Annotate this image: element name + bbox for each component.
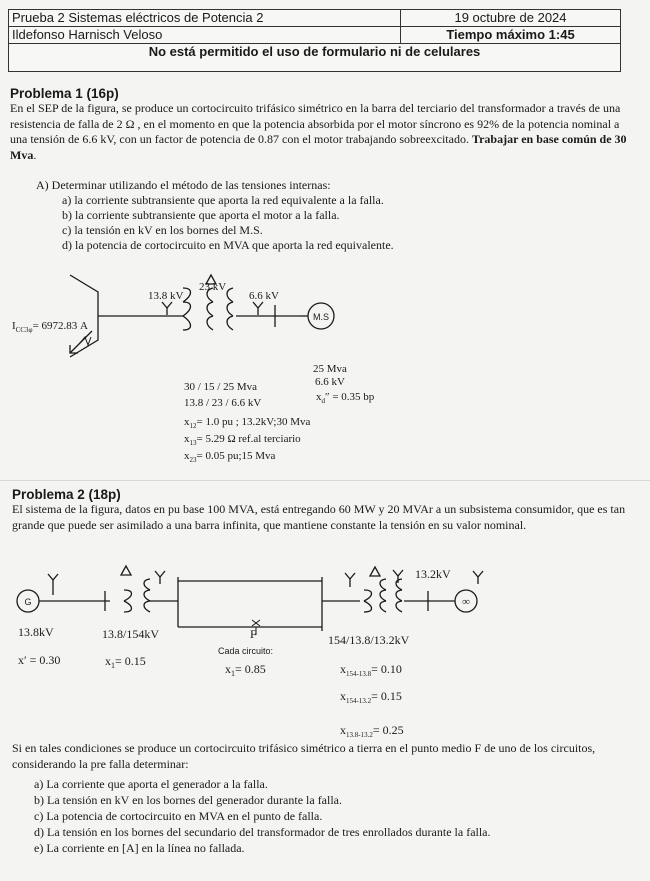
problem1-text: En el SEP de la figura, se produce un cortocircuito trifásico simétrico en la barra del terciario del transformador a través de una resistencia de falla de 2 Ω , en el momento en que la potencia absorbida por el motor síncrono es 92% de la potencia nominal a una tensión de 6.6 kV, con un factor de potencia de 0.87 con el motor trabajando sobreexcitado.	[10, 101, 621, 146]
problem2-items	[34, 776, 491, 856]
problem2-figure	[0, 555, 650, 745]
exam-date: 19 octubre de 2024	[454, 10, 567, 25]
exam-author: Ildefonso Harnisch Veloso	[9, 27, 401, 43]
list-item: a) La corriente que aporta el generador a la falla.	[34, 777, 268, 791]
fig2-x-c: $x_{13.8-13.2}= 0.25$	[340, 723, 404, 739]
list-item: c) La potencia de cortocircuito en MVA en el punto de falla.	[34, 809, 323, 823]
problem1-items	[62, 193, 394, 253]
fig1-motor-v: 6.6 kV	[315, 376, 345, 388]
fig1-x13-value: = 5.29 Ω ref.al terciario	[196, 433, 301, 445]
exam-title: Prueba 2 Sistemas eléctricos de Potencia 2	[9, 10, 401, 26]
equivalent-network-symbol	[70, 275, 98, 357]
fig2-x-c-value: = 0.25	[372, 723, 404, 737]
list-item: d) La tensión en los bornes del secundario del transformador de tres enrollados durante la falla.	[34, 825, 491, 839]
fig2-x-b: $x_{154-13.2}= 0.15$	[340, 689, 402, 705]
exam-time: Tiempo máximo 1:45	[446, 27, 575, 42]
fig2-inf-label: ∞	[462, 596, 470, 608]
list-item: b) La tensión en kV en los bornes del generador durante la falla.	[34, 793, 343, 807]
fig2-v-gen: 13.8kV	[18, 625, 54, 639]
fig2-x-a-value: = 0.10	[371, 662, 402, 676]
problem1-section-a: A) Determinar utilizando el método de las tensiones internas:	[36, 178, 331, 192]
list-item: d) la potencia de cortocircuito en MVA que aporta la red equivalente.	[62, 238, 394, 252]
fig2-x1: $x_1= 0.15$	[105, 654, 146, 670]
problem2-statement: El sistema de la figura, datos en pu base 100 MVA, está entregando 60 MW y 20 MVAr a un subsistema consumidor, que es tan grande que puede ser asimilado a una barra infinita, que mantiene constante la tensión en su valor nominal.	[12, 502, 626, 532]
fig1-motor-s: 25 Mva	[313, 363, 347, 375]
list-item: e) La corriente en [A] en la línea no fallada.	[34, 841, 245, 855]
fig2-tr1: 13.8/154kV	[102, 627, 159, 641]
fig2-fault: F	[250, 627, 257, 641]
list-item: b) la corriente subtransiente que aporta el motor a la falla.	[62, 208, 340, 222]
fig1-x23: $x_{23}= 0.05$ pu;15 Mva	[184, 450, 276, 464]
fig1-current-value: = 6972.83 A	[32, 320, 88, 332]
fig1-fault-current: $I_{CC3\varphi}= 6972.83$ A	[12, 320, 88, 334]
exam-notice: No está permitido el uso de formulario ni de celulares	[148, 44, 481, 59]
fig2-v-tertiary: 13.2kV	[415, 567, 451, 581]
fig1-v-right: 6.6 kV	[249, 290, 279, 302]
problem1-statement	[10, 101, 628, 163]
fig1-v-top: 23 kV	[199, 281, 227, 293]
list-item: c) la tensión en kV en los bornes del M.S.	[62, 223, 263, 237]
delta-symbol-tr1	[121, 566, 131, 575]
exam-header	[8, 9, 621, 72]
fig1-motor-x: $x_d'' = 0.35$ bp	[316, 391, 375, 405]
fig2-tr2: 154/13.8/13.2kV	[328, 633, 410, 647]
page-separator	[0, 480, 650, 481]
fig2-xline: $x_1= 0.85$	[225, 662, 266, 678]
fig1-tr-s: 30 / 15 / 25 Mva	[184, 381, 258, 393]
fig2-cada-circuito: Cada circuito:	[218, 646, 274, 656]
fig2-x-gen-value: = 0.30	[29, 653, 61, 667]
fig1-x13: $x_{13}= 5.29$ Ω ref.al terciario	[184, 433, 301, 447]
problem1-figure	[0, 265, 650, 475]
problem1-base: Trabajar en base común de 30 Mva	[10, 132, 627, 162]
problem2-title: Problema 2 (18p)	[12, 487, 121, 502]
problem1-dot: .	[33, 147, 37, 162]
fig1-tr-v: 13.8 / 23 / 6.6 kV	[184, 397, 262, 409]
fig1-v-left: 13.8 kV	[148, 290, 184, 302]
fig2-x-b-value: = 0.15	[371, 689, 402, 703]
fig1-motor-x-value: = 0.35 bp	[332, 391, 375, 403]
delta-symbol-tr2	[370, 567, 380, 576]
fig1-x12: $x_{12}= 1.0$ pu ; 13.2kV;30 Mva	[184, 416, 311, 430]
fig1-x23-value: = 0.05 pu;15 Mva	[196, 450, 276, 462]
fig2-x-gen: x′ = 0.30	[18, 653, 61, 667]
fig2-xline-value: = 0.85	[235, 662, 266, 676]
problem1-title: Problema 1 (16p)	[10, 86, 119, 101]
fig2-x1-value: = 0.15	[115, 654, 146, 668]
fig1-x12-value: = 1.0 pu ; 13.2kV;30 Mva	[196, 416, 311, 428]
fig2-x-a: $x_{154-13.8}= 0.10$	[340, 662, 402, 678]
problem2-question: Si en tales condiciones se produce un cortocircuito trifásico simétrico a tierra en el punto medio F de uno de los circuitos, considerando la pre falla determinar:	[12, 741, 596, 771]
fig2-gen-label: G	[24, 597, 32, 607]
fig1-motor-label: M.S	[312, 312, 330, 322]
list-item: a) la corriente subtransiente que aporta la red equivalente a la falla.	[62, 193, 384, 207]
